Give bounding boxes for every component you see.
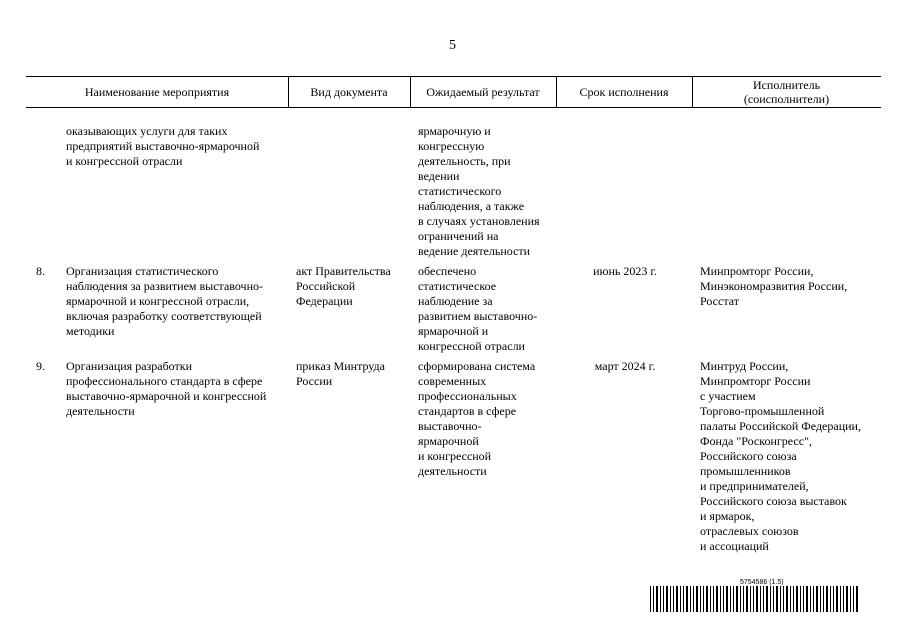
row-event-name: Организация статистического наблюдения за развитием выставочно- ярмарочной и конгрессной отрасли, включая разработку соответствующей методики bbox=[66, 264, 263, 338]
page-number: 5 bbox=[449, 38, 456, 53]
header-document-type: Вид документа bbox=[310, 84, 388, 99]
header-expected-result: Ожидаемый результат bbox=[426, 84, 540, 99]
row-document-type: акт Правительства Российской Федерации bbox=[296, 264, 391, 308]
header-deadline: Срок исполнения bbox=[579, 84, 669, 99]
row-expected-result: обеспечено статистическое наблюдение за развитием выставочно- ярмарочной и конгрессной отрасли bbox=[418, 264, 538, 353]
row-number: 9. bbox=[36, 359, 45, 373]
barcode bbox=[650, 586, 860, 612]
row-event-name: Организация разработки профессионального стандарта в сфере выставочно-ярмарочной и конгрессной деятельности bbox=[66, 359, 267, 418]
row-deadline: июнь 2023 г. bbox=[593, 264, 657, 278]
row-deadline: март 2024 г. bbox=[594, 359, 656, 373]
header-executor: Исполнитель (соисполнители) bbox=[743, 77, 830, 106]
continuation-result: ярмарочную и конгрессную деятельность, при ведении статистического наблюдения, а также в случаях установления ограничений на ведение деятельности bbox=[418, 124, 540, 258]
row-executor: Минтруд России, Минпромторг России с участием Торгово-промышленной палаты Российской Федерации, Фонда "Росконгресс", Российского союза промышленников и предпринимателей, Российского союза выставок и ярмарок, отраслевых союзов и ассоциаций bbox=[700, 359, 861, 553]
continuation-event-name: оказывающих услуги для таких предприятий выставочно-ярмарочной и конгрессной отрасли bbox=[66, 124, 260, 168]
row-expected-result: сформирована система современных профессиональных стандартов в сфере выставочно- ярмарочной и конгрессной деятельности bbox=[418, 359, 536, 478]
table-header-bottom-rule bbox=[26, 107, 881, 108]
barcode-label: 5754586 (1.5) bbox=[740, 579, 784, 586]
row-executor: Минпромторг России, Минэкономразвития России, Росстат bbox=[700, 264, 848, 308]
row-document-type: приказ Минтруда России bbox=[296, 359, 385, 388]
header-event-name: Наименование мероприятия bbox=[84, 84, 230, 99]
row-number: 8. bbox=[36, 264, 45, 278]
